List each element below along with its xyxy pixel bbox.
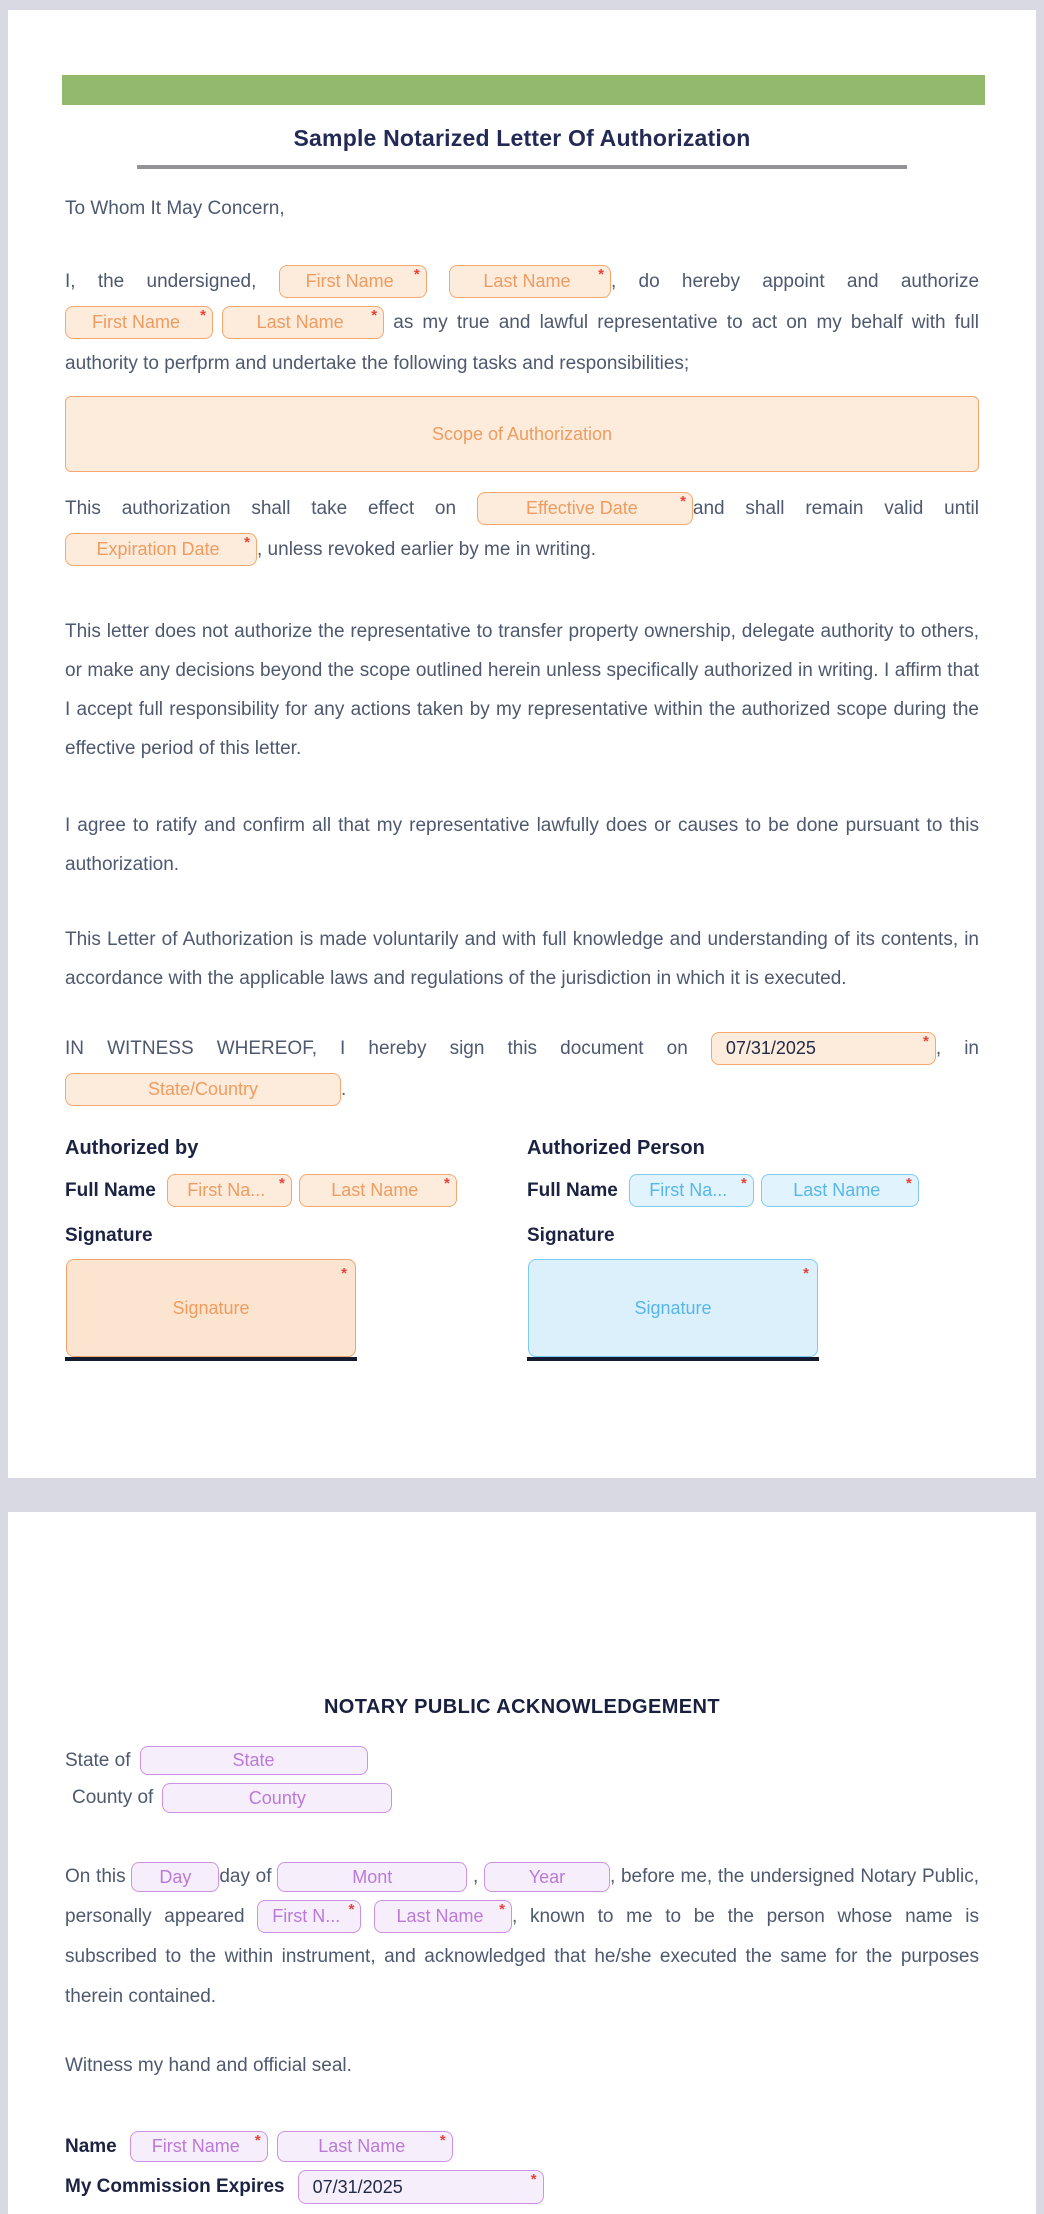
state-country-field[interactable]: State/Country <box>65 1073 341 1106</box>
notary-name-last-field[interactable]: Last Name * <box>277 2131 453 2162</box>
authorized-by-fullname-row <box>65 1174 527 1207</box>
state-row <box>65 1746 979 1775</box>
county-row <box>72 1783 979 1813</box>
required-asterisk: * <box>200 307 206 325</box>
authorized-person-fullname-row <box>527 1174 979 1207</box>
required-asterisk: * <box>740 1175 747 1192</box>
authorized-person-column <box>527 1136 979 1361</box>
authorizer-last-name-field[interactable]: Last Name * <box>299 1174 457 1207</box>
required-asterisk: * <box>443 1175 450 1192</box>
required-asterisk: * <box>254 2132 261 2149</box>
required-asterisk: * <box>530 2171 537 2188</box>
scope-placeholder: Scope of Authorization <box>431 423 613 444</box>
required-asterisk: * <box>278 1175 285 1192</box>
commission-expires-field[interactable]: 07/31/2025 * <box>298 2170 544 2204</box>
state-of-label: State of <box>65 1749 131 1771</box>
paragraph-voluntary: This Letter of Authorization is made voluntarily and with full knowledge and understanding of its contents, in accordance with the applicable laws and regulations of the jurisdiction in which it is executed. <box>65 929 979 989</box>
paragraph-limitations: This letter does not authorize the representative to transfer property ownership, delegate authority to others, or make any decisions beyond the scope outlined herein unless specifically authorized in writing. I affirm that I accept full responsibility for any actions taken by my representative within the authorized scope during the effective period of this letter. <box>65 621 979 759</box>
paragraph-text: . <box>341 1079 347 1100</box>
witness-text: Witness my hand and official seal. <box>65 2055 352 2076</box>
principal-last-name-field[interactable]: Last Name * <box>449 265 611 298</box>
signature-section <box>65 1136 979 1361</box>
authorized-person-signature-pad[interactable] <box>528 1259 818 1357</box>
required-asterisk: * <box>499 1901 505 1919</box>
signature-label: Signature <box>65 1225 153 1246</box>
required-asterisk: * <box>439 2132 446 2149</box>
authorized-person-last-name-field[interactable]: Last Name * <box>761 1174 919 1207</box>
paragraph-text: , in <box>935 1038 979 1059</box>
paragraph-text: , <box>472 1866 479 1887</box>
form-header-bar <box>62 75 985 105</box>
notary-paragraph <box>65 1857 979 2017</box>
paragraph-effective-period <box>65 488 979 570</box>
scope-of-authorization-textarea[interactable] <box>65 396 979 472</box>
notary-page <box>8 1512 1036 2214</box>
required-asterisk: * <box>371 307 378 325</box>
paragraph-text: , before me, the undersigned Notary Public, personally appeared <box>65 1866 980 1927</box>
signing-date-field[interactable]: 07/31/2025 * <box>711 1032 936 1065</box>
representative-last-name-field[interactable]: Last Name * <box>222 306 384 339</box>
full-name-label: Full Name <box>527 1179 618 1201</box>
principal-first-name-field[interactable]: First Name * <box>279 265 427 298</box>
notary-day-field[interactable]: Day <box>131 1862 219 1892</box>
authorized-by-heading: Authorized by <box>65 1137 199 1159</box>
required-asterisk: * <box>244 534 250 552</box>
notary-name-first-field[interactable]: First Name * <box>130 2131 268 2162</box>
required-asterisk: * <box>923 1033 929 1051</box>
required-asterisk: * <box>413 266 420 284</box>
required-asterisk: * <box>348 1901 355 1919</box>
notary-state-field[interactable]: State <box>140 1746 368 1775</box>
effective-date-field[interactable]: Effective Date * <box>477 492 693 525</box>
commission-expires-label: My Commission Expires <box>65 2176 285 2197</box>
authorized-person-signature-wrap <box>527 1259 819 1361</box>
paragraph-text: On this <box>65 1866 126 1887</box>
paragraph-text: This authorization shall take effect on <box>65 498 457 519</box>
notary-county-field[interactable]: County <box>162 1783 392 1813</box>
paragraph-text: , do hereby appoint and authorize <box>610 271 980 292</box>
paragraph-text: , unless revoked earlier by me in writing. <box>257 539 596 560</box>
authorized-person-heading: Authorized Person <box>527 1137 705 1159</box>
required-asterisk: * <box>341 1265 347 1282</box>
notary-year-field[interactable]: Year <box>484 1862 610 1892</box>
paragraph-witness-whereof <box>65 1028 979 1110</box>
title-divider <box>137 165 907 169</box>
authorized-person-first-name-field[interactable]: First Na... * <box>629 1174 754 1207</box>
form-title: Sample Notarized Letter Of Authorization <box>293 125 751 151</box>
authorized-by-column <box>65 1136 527 1361</box>
county-of-label: County of <box>72 1787 154 1808</box>
paragraph-text: , known to me to be the person whose name is subscribed to the within instrument, and acknowledged that he/she executed the same for the purposes therein contained. <box>65 1906 980 2007</box>
required-asterisk: * <box>905 1175 912 1192</box>
salutation: To Whom It May Concern, <box>65 198 285 219</box>
authorizer-first-name-field[interactable]: First Na... * <box>167 1174 292 1207</box>
paragraph-appointment <box>65 261 979 384</box>
notary-month-field[interactable]: Mont <box>277 1862 467 1892</box>
required-asterisk: * <box>598 266 604 284</box>
required-asterisk: * <box>803 1265 809 1282</box>
full-name-label: Full Name <box>65 1179 156 1201</box>
name-label: Name <box>65 2135 117 2157</box>
paragraph-text: day of <box>219 1866 272 1887</box>
authorizer-signature-wrap <box>65 1259 357 1361</box>
paragraph-text: as my true and lawful representative to act on my behalf with full authority to perfprm and undertake the following tasks and responsibilities; <box>65 312 980 374</box>
signature-placeholder: Signature <box>172 1297 250 1318</box>
letter-page <box>8 10 1036 1478</box>
commission-row <box>65 2170 979 2204</box>
paragraph-ratify: I agree to ratify and confirm all that my representative lawfully does or causes to be done pursuant to this authorization. <box>65 815 979 875</box>
appeared-last-name-field[interactable]: Last Name * <box>374 1900 512 1933</box>
notary-name-row <box>65 2131 979 2162</box>
required-asterisk: * <box>680 493 686 511</box>
authorizer-signature-pad[interactable] <box>66 1259 356 1357</box>
paragraph-text: I, the undersigned, <box>65 271 257 292</box>
representative-first-name-field[interactable]: First Name * <box>65 306 213 339</box>
signature-label: Signature <box>527 1225 615 1246</box>
notary-heading: NOTARY PUBLIC ACKNOWLEDGEMENT <box>323 1696 721 1718</box>
paragraph-text: and shall remain valid until <box>692 498 979 519</box>
expiration-date-field[interactable]: Expiration Date * <box>65 533 257 566</box>
paragraph-text: IN WITNESS WHEREOF, I hereby sign this document on <box>65 1038 688 1059</box>
appeared-first-name-field[interactable]: First N... * <box>257 1900 361 1933</box>
signature-placeholder: Signature <box>634 1297 712 1318</box>
